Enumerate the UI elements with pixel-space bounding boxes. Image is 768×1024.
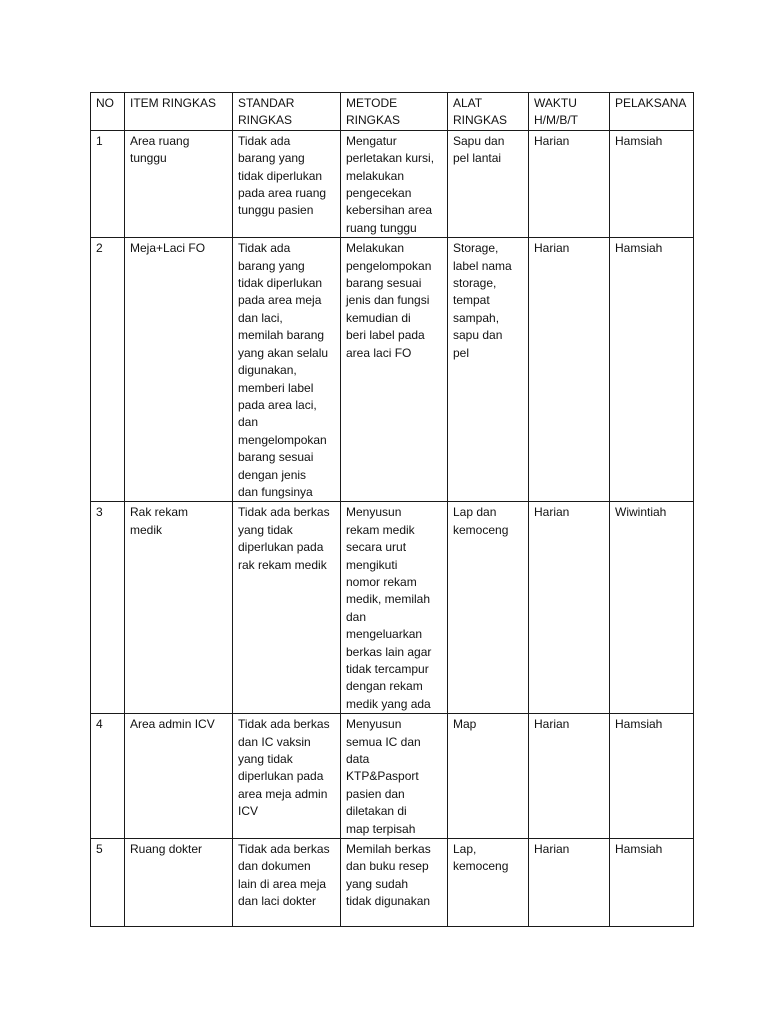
- cell-alat: Lap, kemoceng: [448, 839, 529, 927]
- cell-metode: Menyusun rekam medik secara urut mengikuti nomor rekam medik, memilah dan mengeluarkan berkas lain agar tidak tercampur dengan rekam medik yang ada: [341, 502, 448, 714]
- cell-item: Area ruang tunggu: [125, 130, 233, 237]
- cell-pelaksana: Wiwintiah: [610, 502, 694, 714]
- cell-pelaksana: Hamsiah: [610, 130, 694, 237]
- cell-metode: Menyusun semua IC dan data KTP&Pasport pasien dan diletakan di map terpisah: [341, 714, 448, 839]
- header-standar-ringkas: STANDAR RINGKAS: [233, 93, 341, 131]
- table-header-row: [91, 93, 694, 131]
- cell-standar: Tidak ada berkas dan dokumen lain di area meja dan laci dokter: [233, 839, 341, 927]
- cell-item: Area admin ICV: [125, 714, 233, 839]
- ringkas-table: [90, 92, 694, 927]
- cell-metode: Memilah berkas dan buku resep yang sudah tidak digunakan: [341, 839, 448, 927]
- table-row: [91, 502, 694, 714]
- header-waktu: WAKTU H/M/B/T: [529, 93, 610, 131]
- header-pelaksana: PELAKSANA: [610, 93, 694, 131]
- cell-no: 4: [91, 714, 125, 839]
- cell-no: 5: [91, 839, 125, 927]
- header-item-ringkas: ITEM RINGKAS: [125, 93, 233, 131]
- cell-standar: Tidak ada berkas yang tidak diperlukan pada rak rekam medik: [233, 502, 341, 714]
- cell-waktu: Harian: [529, 130, 610, 237]
- cell-alat: Lap dan kemoceng: [448, 502, 529, 714]
- cell-metode: Melakukan pengelompokan barang sesuai jenis dan fungsi kemudian di beri label pada area laci FO: [341, 238, 448, 502]
- table-row: [91, 714, 694, 839]
- cell-waktu: Harian: [529, 714, 610, 839]
- cell-pelaksana: Hamsiah: [610, 714, 694, 839]
- cell-alat: Storage, label nama storage, tempat sampah, sapu dan pel: [448, 238, 529, 502]
- cell-waktu: Harian: [529, 502, 610, 714]
- header-metode-ringkas: METODE RINGKAS: [341, 93, 448, 131]
- cell-item: Ruang dokter: [125, 839, 233, 927]
- cell-waktu: Harian: [529, 238, 610, 502]
- cell-no: 2: [91, 238, 125, 502]
- cell-no: 3: [91, 502, 125, 714]
- table-row: [91, 130, 694, 237]
- cell-alat: Map: [448, 714, 529, 839]
- header-alat-ringkas: ALAT RINGKAS: [448, 93, 529, 131]
- table-row: [91, 238, 694, 502]
- cell-alat: Sapu dan pel lantai: [448, 130, 529, 237]
- table-row: [91, 839, 694, 927]
- cell-standar: Tidak ada barang yang tidak diperlukan pada area meja dan laci, memilah barang yang akan selalu digunakan, memberi label pada area laci, dan mengelompokan barang sesuai dengan jenis dan fungsinya: [233, 238, 341, 502]
- cell-item: Rak rekam medik: [125, 502, 233, 714]
- cell-item: Meja+Laci FO: [125, 238, 233, 502]
- cell-standar: Tidak ada berkas dan IC vaksin yang tidak diperlukan pada area meja admin ICV: [233, 714, 341, 839]
- header-no: NO: [91, 93, 125, 131]
- cell-metode: Mengatur perletakan kursi, melakukan pengecekan kebersihan area ruang tunggu: [341, 130, 448, 237]
- cell-standar: Tidak ada barang yang tidak diperlukan pada area ruang tunggu pasien: [233, 130, 341, 237]
- cell-waktu: Harian: [529, 839, 610, 927]
- cell-pelaksana: Hamsiah: [610, 238, 694, 502]
- cell-pelaksana: Hamsiah: [610, 839, 694, 927]
- cell-no: 1: [91, 130, 125, 237]
